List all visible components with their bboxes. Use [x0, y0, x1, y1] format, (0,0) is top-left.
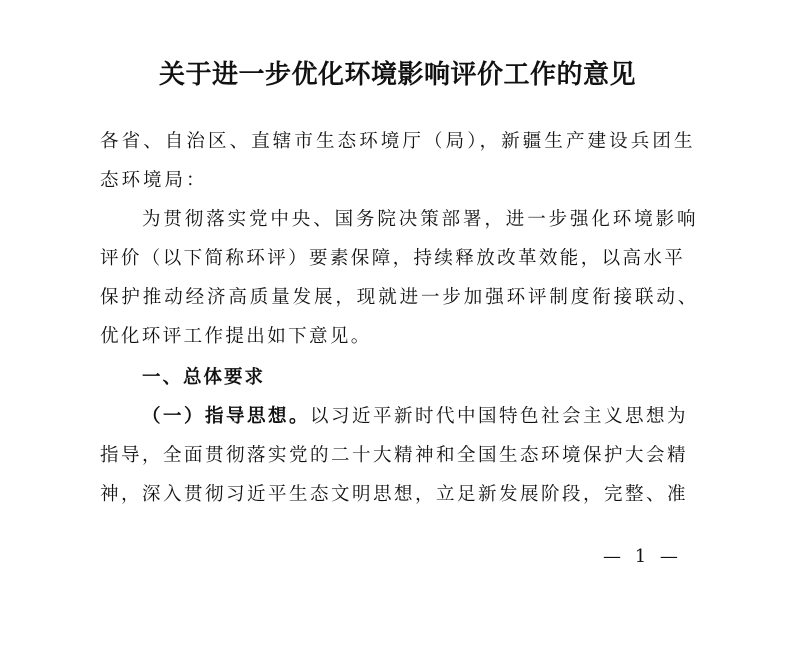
document-title: 关于进一步优化环境影响评价工作的意见 — [158, 60, 636, 90]
body-paragraph-line: 指导，全面贯彻落实党的二十大精神和全国生态环境保护大会精 — [100, 445, 689, 466]
body-paragraph-line: 优化环评工作提出如下意见。 — [100, 326, 372, 347]
paragraph-text: 以习近平新时代中国特色社会主义思想为 — [310, 406, 689, 427]
addressee-line: 各省、自治区、直辖市生态环境厅（局），新疆生产建设兵团生 — [100, 131, 696, 152]
body-paragraph-line: 保护推动经济高质量发展，现就进一步加强环评制度衔接联动、 — [100, 287, 700, 308]
addressee-line: 态环境局： — [100, 170, 208, 191]
body-paragraph-line: 神，深入贯彻习近平生态文明思想，立足新发展阶段，完整、准 — [100, 484, 689, 505]
paragraph-lead: （一）指导思想。 — [142, 406, 311, 427]
page-number: — 1 — — [603, 546, 682, 567]
body-paragraph-line: 评价（以下简称环评）要素保障，持续释放改革效能，以高水平 — [100, 248, 686, 269]
body-paragraph-line: 为贯彻落实党中央、国务院决策部署，进一步强化环境影响 — [142, 209, 699, 230]
section-heading: 一、总体要求 — [142, 367, 266, 388]
body-paragraph-line — [142, 405, 688, 429]
